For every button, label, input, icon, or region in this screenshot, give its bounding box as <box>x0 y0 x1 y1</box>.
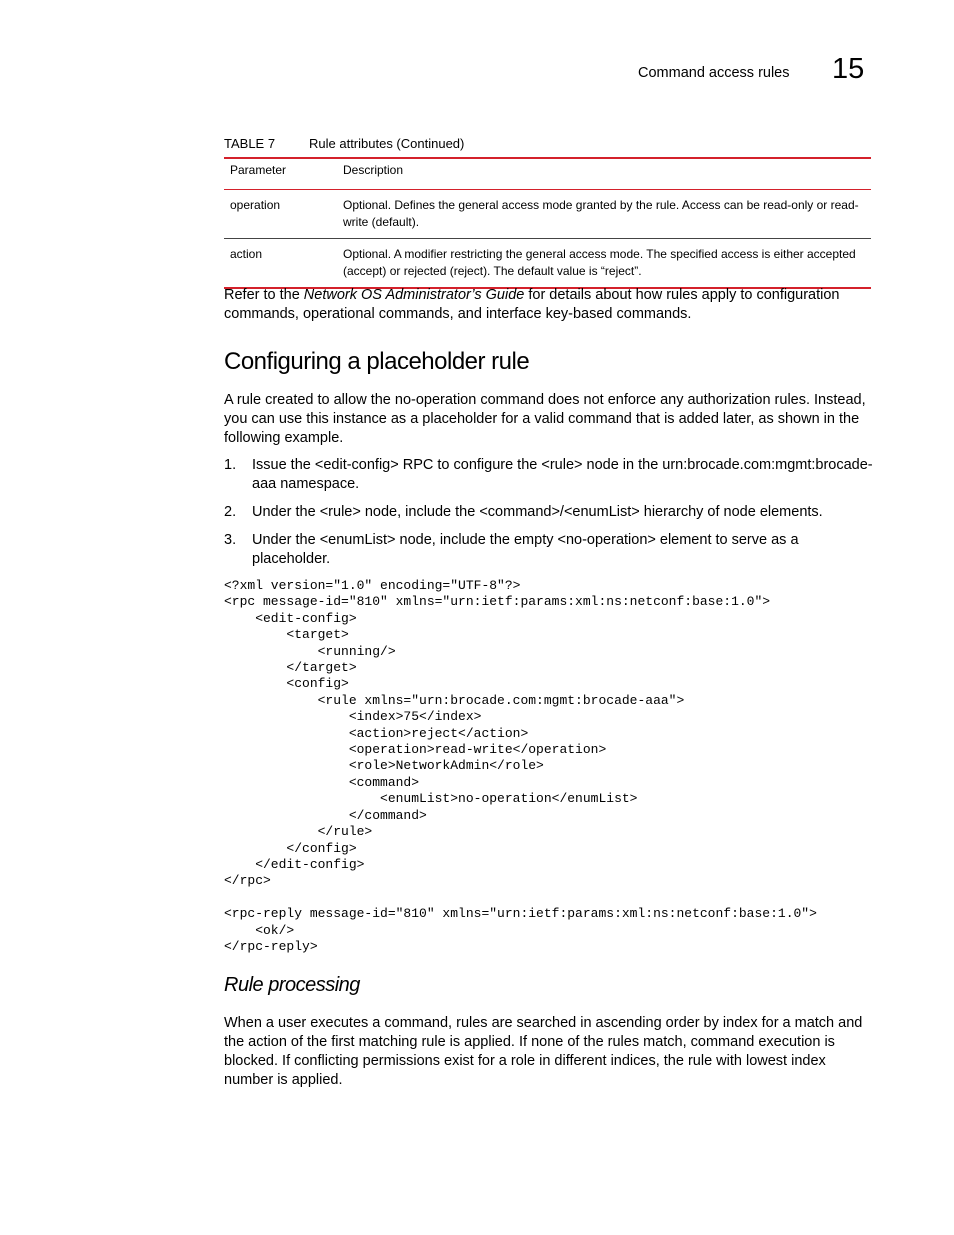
keyword: read-only <box>763 198 814 212</box>
refer-paragraph <box>224 286 874 324</box>
keyword: read-write <box>343 198 859 229</box>
running-header-section: Command access rules <box>638 65 790 81</box>
intro-text: command does not enforce any authorization rules. Instead, you can use this instance as a placeholder for a valid command that is added later, as shown in the following example. <box>224 392 866 446</box>
parameter-cell: operation <box>224 190 337 239</box>
step-number: 1. <box>224 457 237 473</box>
step-number: 3. <box>224 532 237 548</box>
keyword: accept <box>347 264 383 278</box>
intro-text: A rule created to allow the <box>224 392 395 408</box>
step-text: Under the <rule> node, include the <command>/<enumList> hierarchy of node elements. <box>252 504 823 520</box>
table-caption <box>224 136 464 151</box>
refer-text: Refer to the <box>224 287 304 303</box>
keyword: reject <box>453 264 484 278</box>
step-text: Under the <enumList> node, include the empty <no-operation> element to serve as a placeholder. <box>252 532 799 567</box>
description-cell <box>337 239 871 289</box>
description-text: Optional. Defines the general access mode granted by the rule. Access can be <box>343 198 764 212</box>
step-text: Issue the <edit-config> RPC to configure the <rule> node in the urn:brocade.com:mgmt:brocade-aaa namespace. <box>252 457 873 492</box>
guide-title: Network OS Administrator’s Guide <box>303 287 525 303</box>
column-header-description: Description <box>337 158 871 190</box>
parameter-cell: action <box>224 239 337 289</box>
table-header-row <box>224 158 871 190</box>
refer-text: for details about how rules apply to configuration commands, operational commands, and interface key-based commands. <box>224 287 840 322</box>
column-header-parameter: Parameter <box>224 158 337 190</box>
code-example: <?xml version="1.0" encoding="UTF-8"?> <rpc message-id="810" xmlns="urn:ietf:params:xml:ns:netconf:base:1.0"> <edit-config> <target> <running/> </target> <config> <rule xmlns="urn:brocade.com:mgmt:brocade-aaa"> <index>75</index> <action>reject</action> <operation>read-write</operation> <role>NetworkAdmin</role> <command> <enumList>no-operation</enumList> </command> </rule> </config> </edit-config> </rpc> <rpc-reply message-id="810" xmlns="urn:ietf:params:xml:ns:netconf:base:1.0"> <ok/> </rpc-reply> <box>224 578 817 954</box>
table-row <box>224 239 871 289</box>
description-cell <box>337 190 871 239</box>
section-heading: Configuring a placeholder rule <box>224 348 530 375</box>
table-label: TABLE 7 <box>224 136 276 151</box>
table-row <box>224 190 871 239</box>
description-text: Optional. A modifier restricting the general access mode. The specified access is either accepted ( <box>343 247 856 278</box>
rule-attributes-table <box>224 157 871 289</box>
intro-paragraph <box>224 391 874 448</box>
description-text: ). The default value is “reject”. <box>483 264 642 278</box>
description-text: (default). <box>368 215 420 229</box>
description-text: or <box>813 198 831 212</box>
keyword: no-operation <box>394 392 477 408</box>
description-text: ) or rejected ( <box>382 264 454 278</box>
step-number: 2. <box>224 504 237 520</box>
table-title: Rule attributes (Continued) <box>309 136 465 151</box>
subsection-heading: Rule processing <box>224 974 360 996</box>
chapter-number: 15 <box>832 53 865 85</box>
rule-processing-paragraph: When a user executes a command, rules are searched in ascending order by index for a match and the action of the first matching rule is applied. If none of the rules match, command execution is blocked. If conflicting permissions exist for a role in different indices, the rule with lowest index number is applied. <box>224 1015 863 1088</box>
